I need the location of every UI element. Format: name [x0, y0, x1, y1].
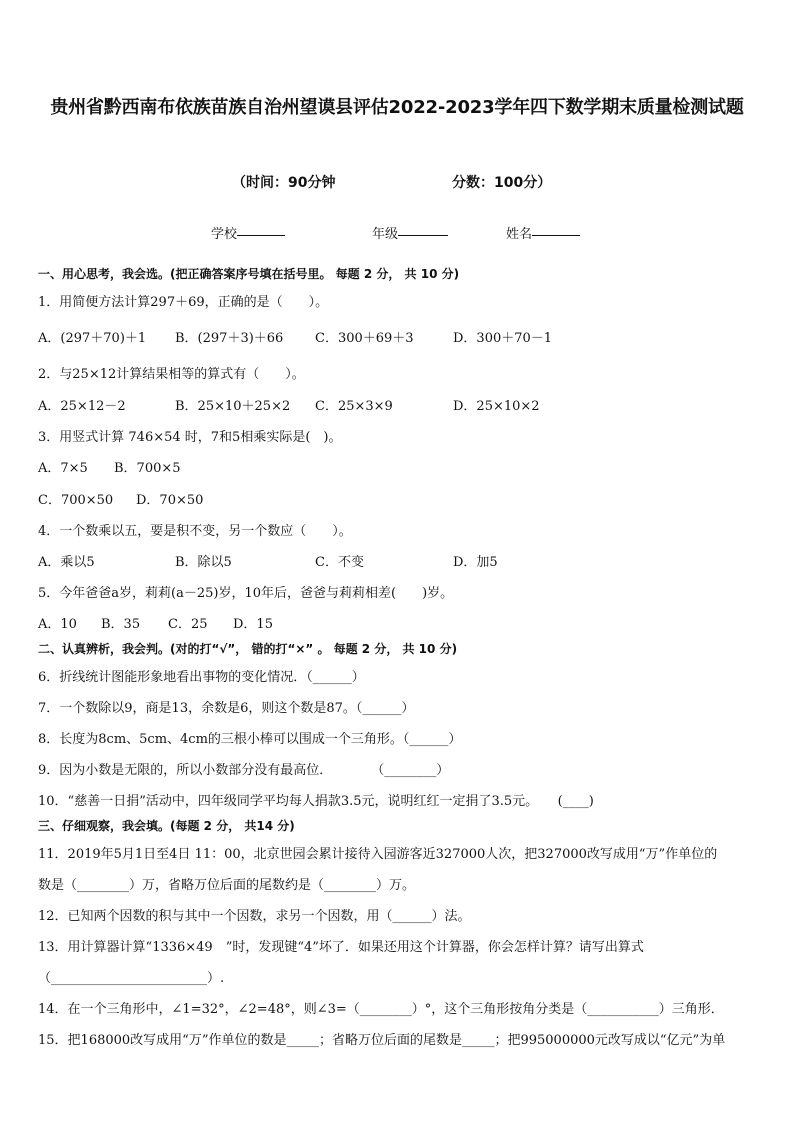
option-d[interactable]: D．25×10×2 — [453, 399, 540, 414]
question-4: 4．一个数乘以五，要是积不变，另一个数应（ ）。 — [38, 524, 352, 539]
option-d[interactable]: D．70×50 — [136, 493, 204, 508]
option-d[interactable]: D．300＋70－1 — [453, 331, 553, 346]
question-9: 9．因为小数是无限的，所以小数部分没有最高位． （________） — [38, 763, 450, 778]
question-7: 7．一个数除以9，商是13，余数是6，则这个数是87。（______） — [38, 701, 415, 716]
name-label: 姓名 — [506, 227, 533, 242]
grade-label: 年级 — [372, 227, 399, 242]
option-c[interactable]: C．700×50 — [38, 493, 114, 508]
question-6: 6．折线统计图能形象地看出事物的变化情况．（______） — [38, 670, 365, 685]
question-14: 14．在一个三角形中，∠1=32°，∠2=48°，则∠3=（________）°，这个三角形按角分类是（___________）三角形． — [38, 1002, 724, 1017]
option-d[interactable]: D．加5 — [453, 555, 498, 570]
name-field[interactable] — [506, 223, 532, 242]
option-a[interactable]: A．25×12－2 — [38, 399, 126, 414]
section-2-heading: 二、认真辨析，我会判。(对的打“√”， 错的打“×” 。 每题 2 分， 共 10 分) — [38, 642, 458, 656]
option-b[interactable]: B．25×10＋25×2 — [175, 399, 291, 414]
question-5: 5．今年爸爸a岁，莉莉(a－25)岁，10年后，爸爸与莉莉相差( )岁。 — [38, 586, 454, 601]
option-a[interactable]: A．7×5 — [38, 461, 88, 476]
question-13-line-2: （________________________）. — [38, 971, 225, 986]
grade-field[interactable] — [372, 223, 398, 242]
option-d[interactable]: D．15 — [233, 617, 273, 632]
question-8: 8．长度为8cm、5cm、4cm的三根小棒可以围成一个三角形。（______） — [38, 732, 462, 747]
question-12: 12．已知两个因数的积与其中一个因数，求另一个因数，用（______）法。 — [38, 909, 471, 924]
option-c[interactable]: C．300＋69＋3 — [315, 331, 414, 346]
option-b[interactable]: B．35 — [101, 617, 141, 632]
option-b[interactable]: B．(297＋3)＋66 — [175, 331, 284, 346]
page-title: 贵州省黔西南布依族苗族自治州望谟县评估2022-2023学年四下数学期末质量检测试题 — [50, 97, 744, 118]
option-a[interactable]: A．(297＋70)＋1 — [38, 331, 147, 346]
option-b[interactable]: B．700×5 — [114, 461, 181, 476]
option-c[interactable]: C．25 — [168, 617, 208, 632]
question-15: 15．把168000改写成用“万”作单位的数是_____；省略万位后面的尾数是_____；把995000000元改写成以“亿元”为单 — [38, 1033, 726, 1048]
exam-score: 分数：100分） — [452, 175, 552, 191]
question-11-line-2: 数是（________）万，省略万位后面的尾数约是（________）万。 — [38, 878, 416, 893]
section-1-heading: 一、用心思考，我会选。(把正确答案序号填在括号里。 每题 2 分， 共 10 分) — [38, 267, 460, 281]
exam-time: （时间：90分钟 — [232, 175, 336, 191]
option-c[interactable]: C．不变 — [315, 555, 364, 570]
option-c[interactable]: C．25×3×9 — [315, 399, 393, 414]
school-field[interactable] — [211, 223, 237, 242]
question-11-line-1: 11．2019年5月1日至4日 11：00，北京世园会累计接待入园游客近327000人次，把327000改写成用“万”作单位的 — [38, 847, 718, 862]
option-a[interactable]: A．10 — [38, 617, 77, 632]
question-3: 3．用竖式计算 746×54 时，7和5相乘实际是( )。 — [38, 430, 342, 445]
question-10: 10．“慈善一日捐”活动中，四年级同学平均每人捐款3.5元，说明红红一定捐了3.5元。 (____) — [38, 794, 594, 809]
option-b[interactable]: B．除以5 — [175, 555, 232, 570]
question-13-line-1: 13．用计算器计算“1336×49 ”时，发现键“4”坏了．如果还用这个计算器，你会怎样计算？请写出算式 — [38, 940, 644, 955]
school-label: 学校 — [211, 227, 238, 242]
option-a[interactable]: A．乘以5 — [38, 555, 95, 570]
section-3-heading: 三、仔细观察，我会填。(每题 2 分， 共14 分) — [38, 819, 295, 833]
question-1: 1．用简便方法计算297＋69，正确的是（ ）。 — [38, 295, 329, 310]
question-2: 2．与25×12计算结果相等的算式有（ ）。 — [38, 367, 305, 382]
